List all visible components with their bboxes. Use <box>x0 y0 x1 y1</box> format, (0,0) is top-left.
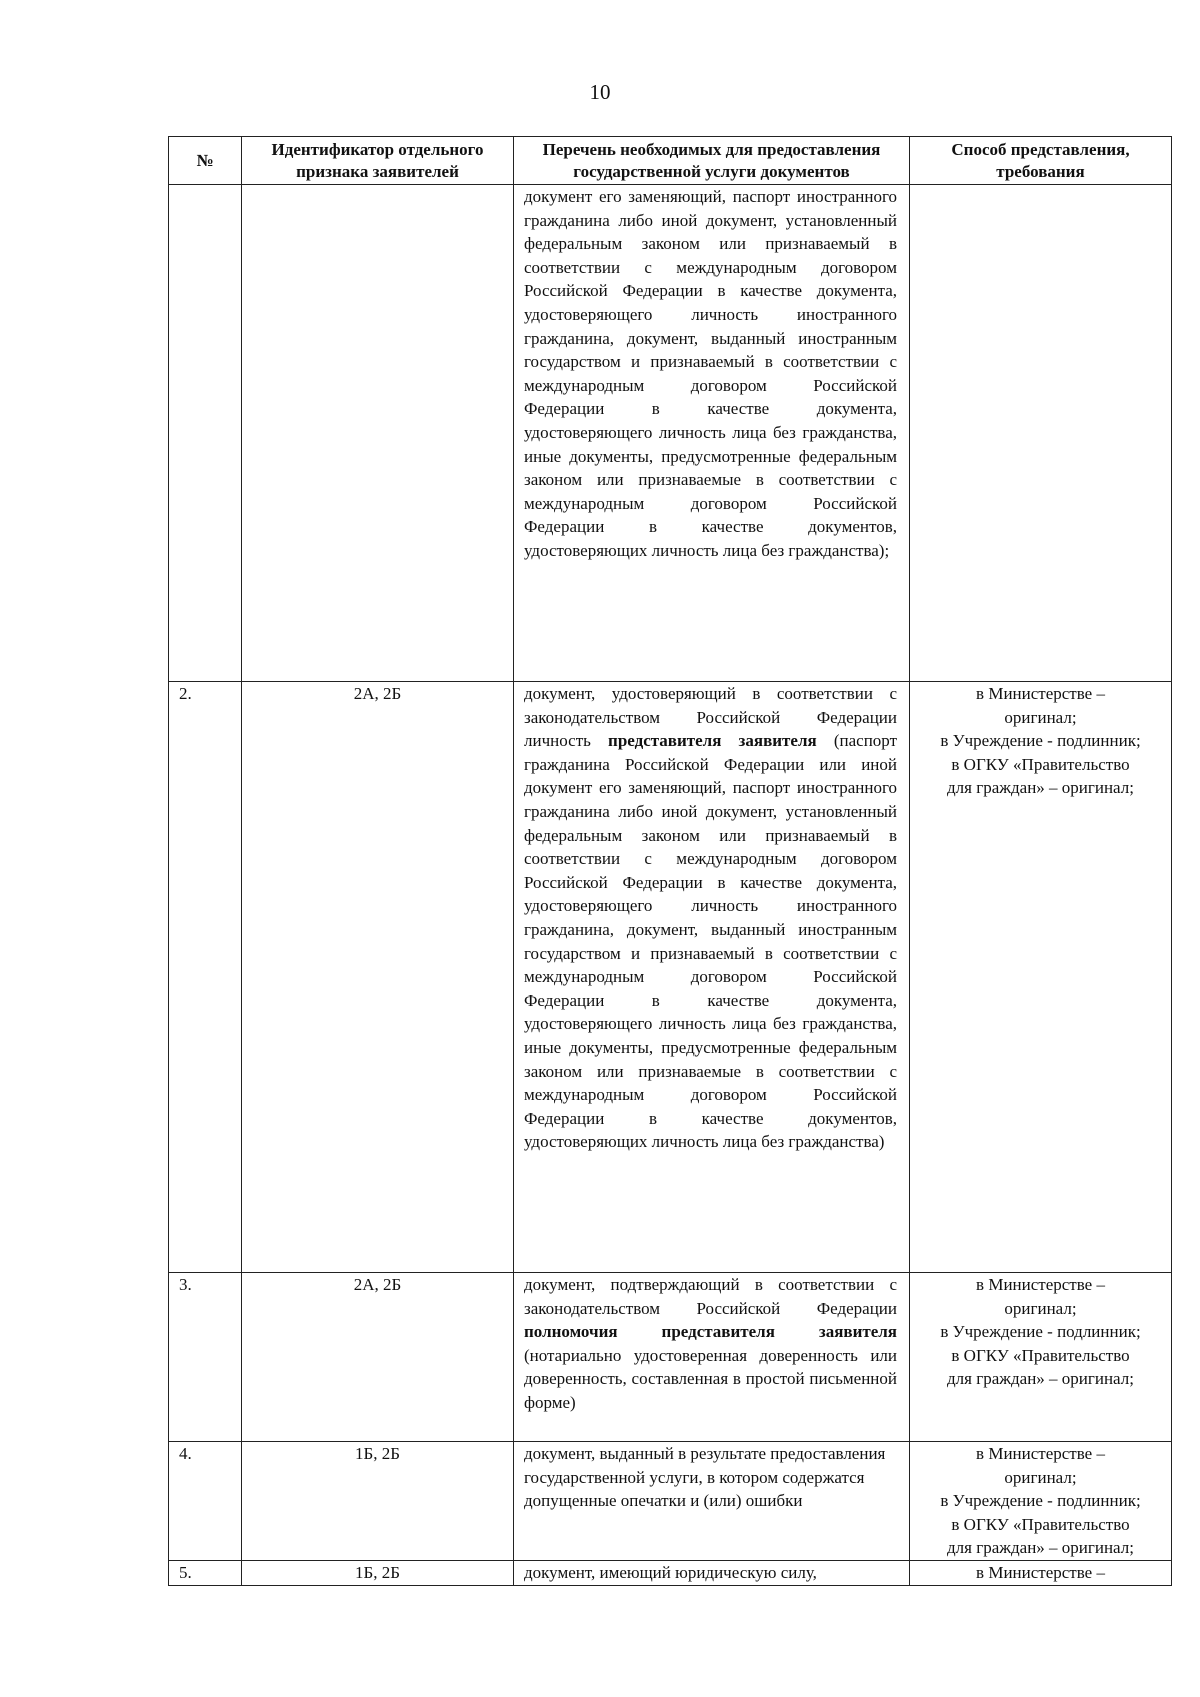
method-line: в Учреждение - подлинник; <box>940 1322 1141 1342</box>
method-line: в Министерстве – <box>976 1444 1105 1463</box>
table-row <box>169 682 1172 1273</box>
header-documents: Перечень необходимых для предоставления государственной услуги документов <box>514 137 910 185</box>
page-number: 10 <box>589 80 611 104</box>
row-identifier: 1Б, 2Б <box>242 1560 514 1585</box>
method-line: для граждан» – оригинал; <box>947 778 1134 798</box>
doc-text: (паспорт гражданина Российской Федерации или иной документ его заменяющий, паспорт иностранного гражданина либо иной документ, установленный федеральным законом или признаваемый в соответствии с международным договором Российской Федерации в качестве документа, удостоверяющего личность иностранного гражданина, документ, выданный иностранным государством и признаваемый в соответствии с международным договором Российской Федерации в качестве документа, удостоверяющего личность лица без гражданства, иные документы, предусмотренные федеральным законом или признаваемые в соответствии с международным договором Российской Федерации в качестве документов, удостоверяющих личность лица без гражданства) <box>524 731 898 1152</box>
row-identifier: 2А, 2Б <box>242 1273 514 1442</box>
requirements-table <box>168 136 1172 1586</box>
row-number: 4. <box>169 1442 242 1561</box>
doc-text-bold: представителя заявителя <box>608 731 817 751</box>
row-documents <box>514 1560 910 1585</box>
row-number: 2. <box>169 682 242 1273</box>
doc-text: документ, удостоверяющий в соответствии с законодательством Российской Федерации личность <box>524 684 897 751</box>
method-line: оригинал; <box>1004 707 1077 727</box>
method-line: оригинал; <box>1004 1467 1077 1487</box>
row-number: 5. <box>169 1560 242 1585</box>
header-method: Способ представления, требования <box>910 137 1172 185</box>
doc-text-bold: полномочия представителя заявителя <box>524 1322 897 1342</box>
row-method <box>910 682 1172 1273</box>
table-row <box>169 1442 1172 1561</box>
row-documents: документ, выданный в результате предоставления государственной услуги, в котором содержатся допущенные опечатки и (или) ошибки <box>514 1442 910 1561</box>
method-line: в ОГКУ «Правительство <box>951 754 1130 774</box>
method-line: в ОГКУ «Правительство <box>951 1345 1130 1365</box>
method-line: для граждан» – оригинал; <box>947 1369 1134 1389</box>
row-documents: документ его заменяющий, паспорт иностранного гражданина либо иной документ, установленный федеральным законом или признаваемый в соответствии с международным договором Российской Федерации в качестве документа, удостоверяющего личность иностранного гражданина, документ, выданный иностранным государством и признаваемый в соответствии с международным договором Российской Федерации в качестве документа, удостоверяющего личность лица без гражданства, иные документы, предусмотренные федеральным законом или признаваемые в соответствии с международным договором Российской Федерации в качестве документов, удостоверяющих личность лица без гражданства); <box>514 185 910 682</box>
table-header <box>169 137 1172 185</box>
header-identifier: Идентификатор отдельного признака заявителей <box>242 137 514 185</box>
doc-text: документ, подтверждающий в соответствии с законодательством Российской Федерации <box>524 1275 897 1318</box>
row-method <box>910 1273 1172 1442</box>
row-identifier <box>242 185 514 682</box>
row-method <box>910 1442 1172 1561</box>
method-line: в Министерстве – <box>976 684 1105 703</box>
doc-text: (нотариально удостоверенная доверенность или доверенность, составленная в простой письменной форме) <box>524 1345 897 1412</box>
table-row <box>169 185 1172 682</box>
row-identifier: 2А, 2Б <box>242 682 514 1273</box>
header-number: № <box>169 137 242 185</box>
method-line: в Министерстве – <box>976 1275 1105 1294</box>
method-line: в Учреждение - подлинник; <box>940 1491 1141 1511</box>
row-identifier: 1Б, 2Б <box>242 1442 514 1561</box>
table-row <box>169 1273 1172 1442</box>
method-line: в Учреждение - подлинник; <box>940 731 1141 751</box>
method-line: для граждан» – оригинал; <box>947 1538 1134 1558</box>
method-line: в Министерстве – <box>976 1562 1105 1582</box>
row-documents <box>514 682 910 1273</box>
row-method <box>910 1560 1172 1585</box>
row-number: 3. <box>169 1273 242 1442</box>
row-documents <box>514 1273 910 1442</box>
row-method <box>910 185 1172 682</box>
method-line: в ОГКУ «Правительство <box>951 1514 1130 1534</box>
method-line: оригинал; <box>1004 1298 1077 1318</box>
row-number <box>169 185 242 682</box>
doc-text: документ, имеющий юридическую силу, <box>524 1562 817 1582</box>
table-row <box>169 1560 1172 1585</box>
